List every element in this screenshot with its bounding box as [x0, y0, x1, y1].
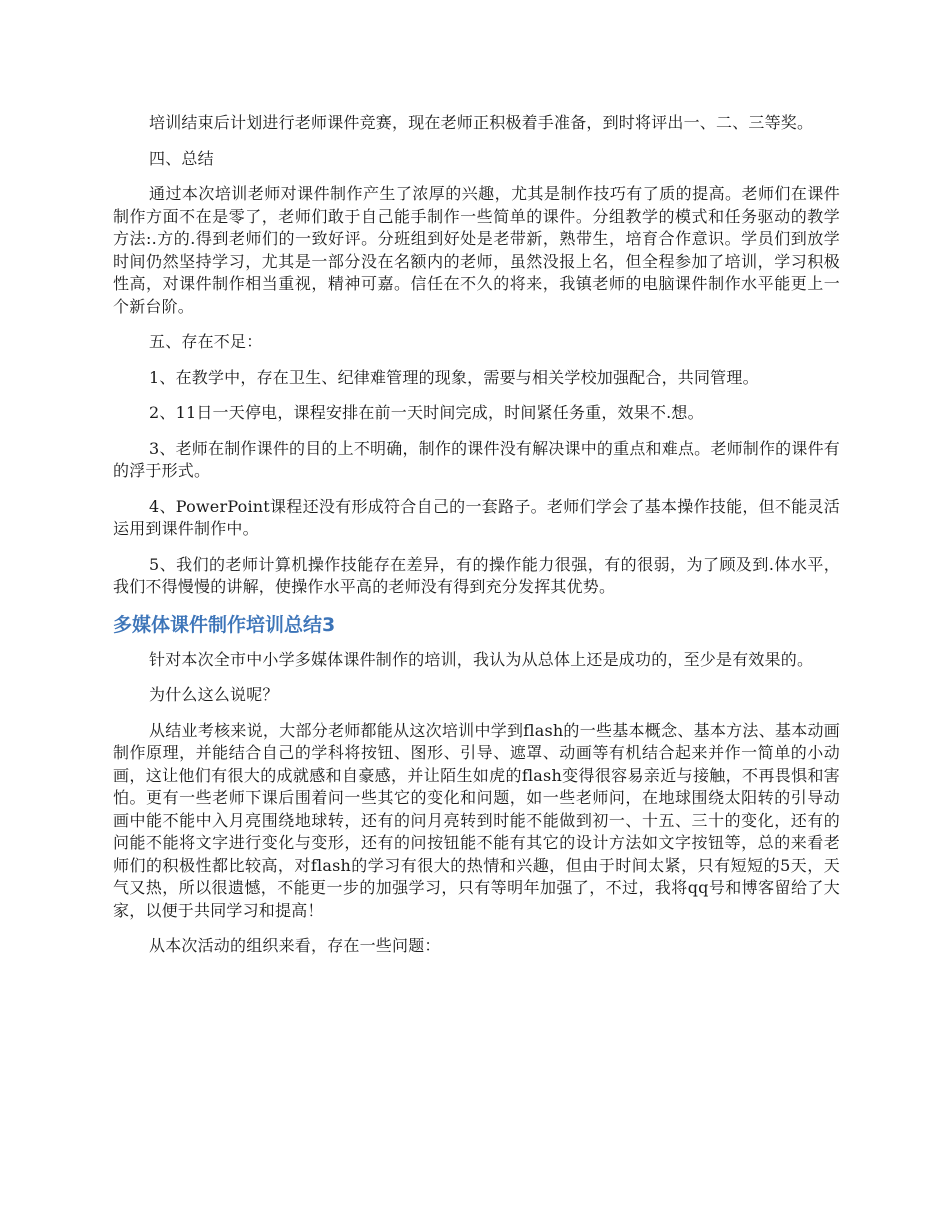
- paragraph-summary-body: 通过本次培训老师对课件制作产生了浓厚的兴趣，尤其是制作技巧有了质的提高。老师们在课件制作方面不在是零了，老师们敢于自己能手制作一些简单的课件。分组教学的模式和任务驱动的教学方法:.方的.得到老师们的一致好评。分班组到好处是老带新，熟带生，培育合作意识。学员们到放学时间仍然坚持学习，尤其是一部分没在名额内的老师，虽然没报上名，但全程参加了培训，学习积极性高，对课件制作相当重视，精神可嘉。信任在不久的将来，我镇老师的电脑课件制作水平能更上一个新台阶。: [113, 184, 840, 316]
- paragraph-shortcomings-heading: 五、存在不足：: [149, 332, 263, 351]
- paragraph-intro: 针对本次全市中小学多媒体课件制作的培训，我认为从总体上还是成功的，至少是有效果的。: [149, 649, 814, 669]
- paragraph-issue-2: 2、11日一天停电，课程安排在前一天时间完成，时间紧任务重，效果不.想。: [149, 403, 704, 422]
- paragraph-assessment: 从结业考核来说，大部分老师都能从这次培训中学到flash的一些基本概念、基本方法、基本动画制作原理，并能结合自己的学科将按钮、图形、引导、遮罩、动画等有机结合起来并作一简单的小动画，这让他们有很大的成就感和自豪感，并让陌生如虎的flash变得很容易亲近与接触，不再畏惧和害怕。更有一些老师下课后围着问一些其它的变化和问题，如一些老师问，在地球围绕太阳转的引导动画中能不能中入月亮围绕地球转，还有的问月亮转到时能不能做到初一、十五、三十的变化，还有的问能不能将文字进行变化与变形，还有的问按钮能不能有其它的设计方法如文字按钮等，总的来看老师们的积极性都比较高，对flash的学习有很大的热情和兴趣，但由于时间太紧，只有短短的5天，天气又热，所以很遗憾，不能更一步的加强学习，只有等明年加强了，不过，我将qq号和博客留给了大家，以便于共同学习和提高！: [113, 720, 840, 920]
- paragraph-summary-heading: 四、总结: [149, 148, 214, 168]
- paragraph-issue-4: 4、PowerPoint课程还没有形成符合自己的一套路子。老师们学会了基本操作技能，但不能灵活运用到课件制作中。: [113, 496, 840, 538]
- paragraph-issue-3: 3、老师在制作课件的目的上不明确，制作的课件没有解决课中的重点和难点。老师制作的课件有的浮于形式。: [113, 438, 840, 480]
- section-heading: 多媒体课件制作培训总结3: [113, 613, 336, 636]
- paragraph-organization: 从本次活动的组织来看，存在一些问题：: [149, 936, 441, 955]
- paragraph-issue-1: 1、在教学中，存在卫生、纪律难管理的现象，需要与相关学校加强配合，共同管理。: [149, 367, 759, 387]
- document-page: [113, 112, 840, 971]
- paragraph-issue-5: 5、我们的老师计算机操作技能存在差异，有的操作能力很强，有的很弱，为了顾及到.体水平，我们不得慢慢的讲解，使操作水平高的老师没有得到充分发挥其优势。: [113, 554, 840, 596]
- paragraph-competition: 培训结束后计划进行老师课件竞赛，现在老师正积极着手准备，到时将评出一、二、三等奖。: [149, 113, 814, 132]
- paragraph-question: 为什么这么说呢？: [149, 685, 279, 704]
